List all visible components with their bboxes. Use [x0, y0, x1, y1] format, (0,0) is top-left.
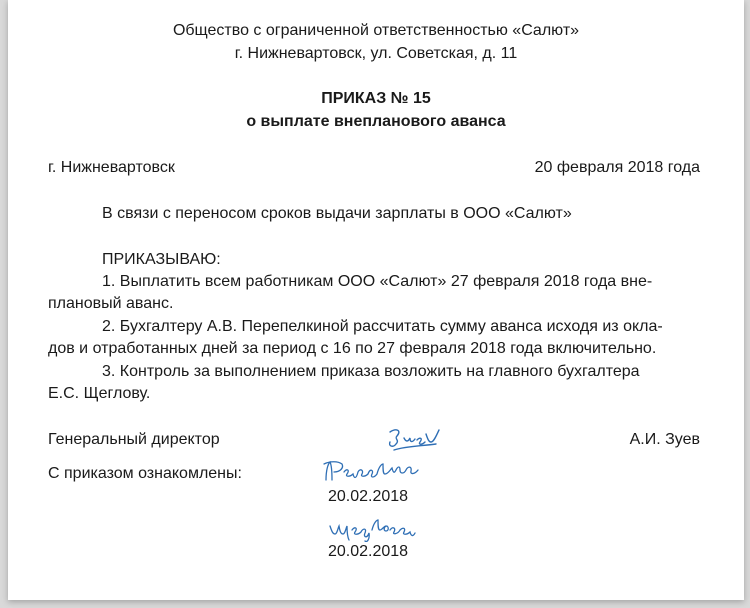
order-date: 20 февраля 2018 года	[534, 159, 700, 176]
document-page	[8, 0, 744, 600]
item-1-line-2: плановый аванс.	[48, 295, 174, 312]
preamble: В связи с переносом сроков выдачи зарплаты в ООО «Салют»	[102, 205, 572, 222]
signer-1-date: 20.02.2018	[328, 488, 409, 505]
signer-2-signature	[326, 516, 416, 542]
order-place: г. Нижневартовск	[48, 159, 175, 176]
signer-2-date: 20.02.2018	[328, 543, 409, 560]
item-3-line-1: 3. Контроль за выполнением приказа возложить на главного бухгалтера	[102, 363, 640, 380]
item-2-line-1: 2. Бухгалтеру А.В. Перепелкиной рассчитать сумму аванса исходя из окла-	[102, 318, 663, 335]
order-number: ПРИКАЗ № 15	[321, 90, 431, 107]
org-address: г. Нижневартовск, ул. Советская, д. 11	[234, 45, 518, 62]
item-1-line-1: 1. Выплатить всем работникам ООО «Салют» 27 февраля 2018 года вне-	[102, 273, 653, 290]
director-name: А.И. Зуев	[629, 431, 700, 448]
item-3-line-2: Е.С. Щеглову.	[48, 385, 151, 402]
org-name: Общество с ограниченной ответственностью «Салют»	[172, 22, 580, 39]
item-2-line-2: дов и отработанных дней за период с 16 по 27 февраля 2018 года включительно.	[48, 340, 657, 357]
director-title: Генеральный директор	[48, 431, 220, 448]
order-word: ПРИКАЗЫВАЮ:	[102, 251, 221, 268]
signer-1-signature	[320, 458, 440, 486]
order-subject: о выплате внепланового аванса	[246, 113, 506, 130]
director-signature	[386, 424, 450, 454]
acquainted-label: С приказом ознакомлены:	[48, 465, 242, 482]
